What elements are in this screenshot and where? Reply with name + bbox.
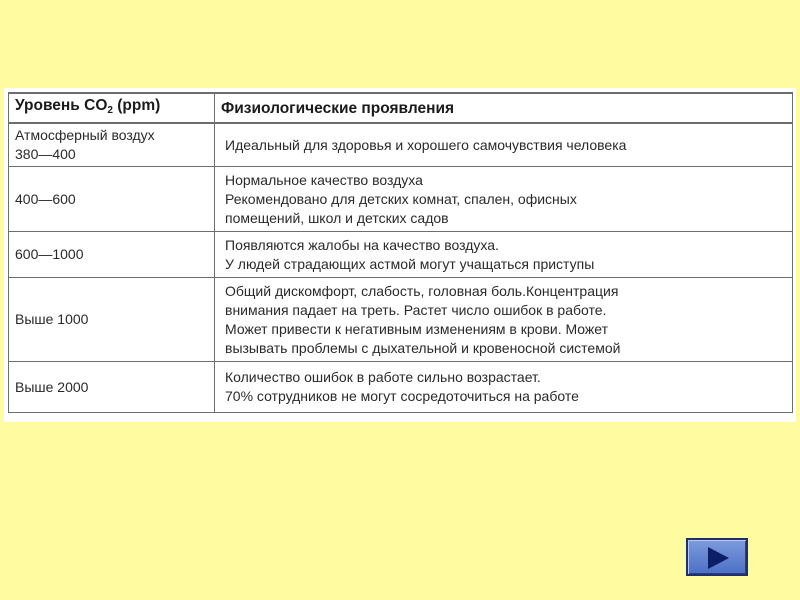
play-arrow-icon: [705, 545, 731, 571]
co2-level-text: 380—400: [15, 146, 76, 162]
effect-text: Идеальный для здоровья и хорошего самочувствия человека: [225, 136, 627, 153]
effect-cell: [215, 123, 793, 167]
next-slide-button[interactable]: [686, 538, 748, 576]
co2-level-text: Выше 1000: [15, 311, 89, 327]
header-level-suffix: (ppm): [112, 97, 161, 114]
header-physiological-effects: Физиологические проявления: [215, 93, 793, 123]
co2-level-text: 600—1000: [15, 246, 84, 262]
co2-level-cell: [9, 362, 215, 413]
effect-cell: [215, 362, 793, 413]
effect-text: У людей страдающих астмой могут учащаться приступы: [225, 255, 595, 272]
header-level-subscript: 2: [107, 105, 113, 116]
table-header-row: [9, 93, 793, 123]
effect-text: внимания падает на треть. Растет число ошибок в работе.: [225, 301, 607, 318]
co2-level-text: Атмосферный воздух: [15, 127, 155, 143]
co2-level-text: Выше 2000: [15, 378, 89, 395]
effect-text: Количество ошибок в работе сильно возрастает.: [225, 369, 541, 385]
effect-cell: [215, 278, 793, 362]
co2-table-panel: [4, 88, 796, 422]
co2-level-cell: [9, 278, 215, 362]
effect-cell: [215, 167, 793, 232]
effect-text: Появляются жалобы на качество воздуха.: [225, 236, 499, 253]
header-level-prefix: Уровень CO: [15, 97, 108, 114]
effect-text: Общий дискомфорт, слабость, головная боль.Концентрация: [225, 282, 619, 299]
effect-text: Рекомендовано для детских комнат, спален, офисных: [225, 190, 577, 207]
table-row: [9, 278, 793, 362]
effect-text: Может привести к негативным изменениям в крови. Может: [225, 320, 609, 337]
header-co2-level: [9, 93, 215, 123]
table-row: [9, 167, 793, 232]
co2-level-cell: [9, 123, 215, 167]
co2-level-cell: [9, 232, 215, 278]
effect-text: 70% сотрудников не могут сосредоточиться на работе: [225, 388, 579, 404]
effect-text: помещений, школ и детских садов: [225, 209, 449, 226]
table-row: [9, 232, 793, 278]
effect-text: Нормальное качество воздуха: [225, 171, 423, 188]
effect-text: вызывать проблемы с дыхательной и кровеносной системой: [225, 339, 621, 356]
co2-table: [8, 92, 793, 413]
effect-cell: [215, 232, 793, 278]
table-row: [9, 362, 793, 413]
co2-level-text: 400—600: [15, 190, 76, 207]
co2-level-cell: [9, 167, 215, 232]
table-row: [9, 123, 793, 167]
